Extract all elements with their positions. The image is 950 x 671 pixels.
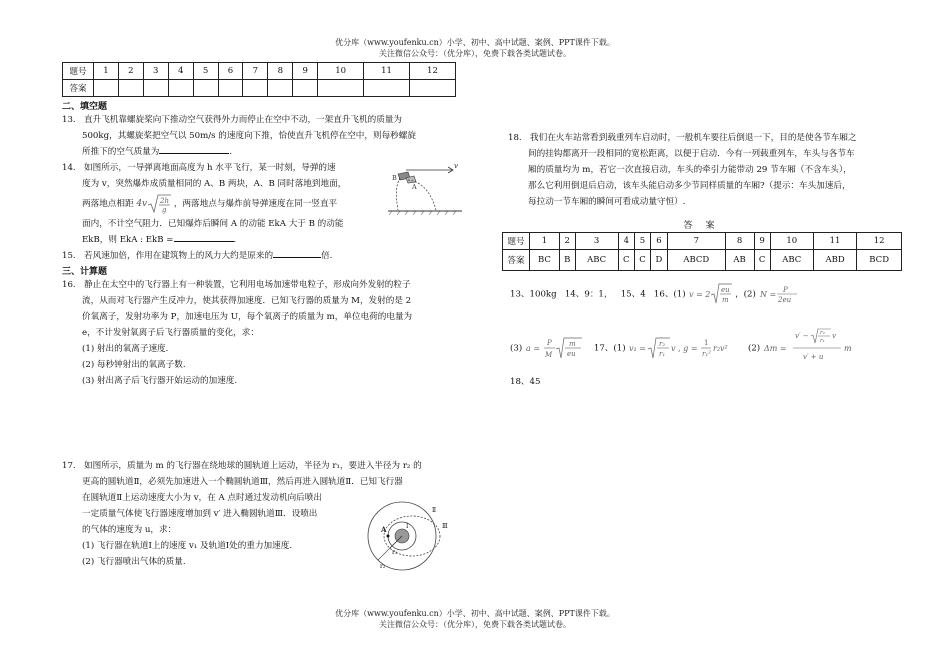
q18-line: 那么它利用倒退后启动，该车头能启动多少节同样质量的车厢?（提示：车头加速后， (528, 181, 851, 191)
ground-hatch (389, 211, 456, 215)
q17-line: 如图所示，质量为 m 的飞行器在绕地球的圆轨道上运动，半径为 r₁，要进入半径为 r₂ 的 (84, 461, 422, 471)
radius-r2 (378, 536, 402, 560)
key-num: 6 (651, 233, 668, 250)
q16-line: 流，从而对飞行器产生反冲力，使其获得加速度．已知飞行器的质量为 M，发射的是 2 (82, 296, 412, 306)
svg-text:2eu: 2eu (777, 296, 791, 304)
svg-text:P: P (546, 339, 552, 347)
answer-18: 18、45 (510, 377, 541, 387)
footer-line-2: 关注微信公众号：（优分库），免费下载各类试题试卷。 (379, 620, 571, 629)
q14-line: 两落地点相距 (82, 199, 134, 209)
q14-blank[interactable] (174, 241, 234, 242)
grid-answer-cell[interactable] (193, 80, 218, 97)
svg-text:a =: a = (525, 344, 540, 353)
q13-line: 直升飞机靠螺旋桨向下推动空气获得外力而停止在空中不动，一架直升飞机的质量为 (84, 115, 402, 125)
svg-text:m: m (722, 296, 729, 304)
q16-line: 价氧离子，发射功率为 P，加速电压为 U，每个氧离子的质量为 m，单位电荷的电量为 (82, 312, 413, 322)
grid-num: 5 (193, 63, 218, 80)
q18-line: 每拉动一节车厢的瞬间可看成动量守恒）. (528, 197, 686, 207)
formula-17-2 (763, 328, 859, 368)
answer-15: 15、4 (620, 289, 646, 300)
orbit-diagram (362, 498, 450, 574)
q17-line: 在圆轨道Ⅱ上运动速度大小为 v，在 A 点时通过发动机向后喷出 (82, 493, 322, 503)
svg-text:eu: eu (566, 350, 576, 358)
q17-line: 更高的圆轨道Ⅱ，必须先加速进入一个椭圆轨道Ⅲ，然后再进入圆轨道Ⅱ．已知飞行器 (82, 477, 403, 487)
page-footer (0, 608, 950, 630)
key-num: 9 (754, 233, 770, 250)
q17-number: 17. (62, 461, 76, 471)
answer-14: 14、9：1， (564, 289, 613, 300)
left-column (62, 99, 462, 389)
label-v: v (454, 162, 458, 170)
svg-text:r₁²: r₁² (702, 350, 712, 358)
grid-answer-cell[interactable] (218, 80, 243, 97)
label-r1: r₁ (392, 549, 398, 556)
q17-subq-2: (2) 飞行器喷出气体的质量. (82, 557, 186, 567)
grid-answer-cell[interactable] (409, 80, 455, 97)
section-fill-title: 二、填空题 (62, 102, 108, 112)
q18-line: 厢的质量均为 m，若它一次直接启动，车头的牵引力能带动 29 节车厢（不含车头）， (528, 165, 852, 175)
question-15 (62, 248, 462, 264)
svg-text:M: M (544, 351, 553, 359)
svg-text:v , g =: v , g = (671, 344, 698, 353)
svg-text:1: 1 (704, 339, 709, 347)
grid-answer-cell[interactable] (243, 80, 268, 97)
q15-blank[interactable] (273, 257, 321, 258)
key-answer: AB (725, 250, 754, 271)
q16-line: 静止在太空中的飞行器上有一种装置，它利用电场加速带电粒子，形成向外发射的粒子 (84, 280, 411, 290)
key-num: 3 (575, 233, 618, 250)
svg-text:m: m (568, 340, 576, 348)
key-header-label: 题号 (503, 233, 530, 250)
grid-num: 12 (409, 63, 455, 80)
label-orbit-i: Ⅰ (406, 523, 409, 530)
key-answer: C (634, 250, 650, 271)
grid-num: 9 (293, 63, 318, 80)
fill-answers-line-2 (510, 328, 930, 368)
grid-num: 6 (218, 63, 243, 80)
answer-17-2-label: (2) (747, 343, 761, 354)
grid-num: 8 (268, 63, 293, 80)
grid-answer-cell[interactable] (143, 80, 168, 97)
q14-line: EkB，则 EkA : EkB = (82, 235, 174, 245)
svg-text:r₂: r₂ (659, 340, 666, 348)
footer-line-1: 优分库（www.youfenku.cn）小学、初中、高中试题、案例、PPT课件下载。 (335, 609, 615, 618)
grid-answer-cell[interactable] (268, 80, 293, 97)
q17-subq-1: (1) 飞行器在轨道Ⅰ上的速度 v₁ 及轨道Ⅰ处的重力加速度. (82, 541, 293, 551)
q15-number: 15. (62, 251, 76, 261)
q13-line: 所推下的空气质量为 (82, 147, 160, 157)
key-num: 1 (530, 233, 560, 250)
fill-answers-line-1 (510, 282, 930, 306)
key-answer: ABD (813, 250, 856, 271)
svg-text:v = 2: v = 2 (689, 290, 711, 299)
svg-text:m: m (843, 344, 852, 353)
answer-16-2-label: ，(2) (735, 289, 756, 300)
header-line-1: 优分库（www.youfenku.cn）小学、初中、高中试题、案例、PPT课件下载。 (335, 38, 615, 47)
answer-17-label: 17、(1) (593, 343, 626, 354)
key-answer: D (651, 250, 668, 271)
key-answer: B (559, 250, 575, 271)
q17-line: 的气体的速度为 u，求： (82, 525, 177, 535)
formula-16-1 (688, 282, 732, 306)
key-num: 5 (634, 233, 650, 250)
q16-number: 16. (62, 280, 76, 290)
grid-num: 1 (94, 63, 119, 80)
key-num: 2 (559, 233, 575, 250)
grid-answer-label: 答案 (63, 80, 94, 97)
svg-text:2h: 2h (160, 196, 170, 205)
key-answer: BCD (857, 250, 902, 271)
q17-line: 一定质量气体使飞行器速度增加到 v′ 进入椭圆轨道Ⅲ．设喷出 (82, 509, 318, 519)
svg-text:r₂: r₂ (819, 330, 825, 336)
q18-line: 间的挂钩都离开一段相同的宽松距离，以便于启动．今有一列载重列车，车头与各节车 (528, 149, 855, 159)
trajectory-b (396, 178, 400, 210)
label-orbit-ii: Ⅱ (432, 507, 437, 514)
q15-tail: 倍. (321, 251, 333, 261)
answer-key-table (502, 232, 902, 271)
q16-line: e，不计发射氧离子后飞行器质量的变化，求： (82, 328, 259, 338)
q14-line: 度为 v，突然爆炸成质量相同的 A、B 两块，A、B 同时落地到地面， (82, 179, 347, 189)
svg-text:eu: eu (721, 286, 730, 294)
grid-answer-cell[interactable] (318, 80, 364, 97)
page-header (0, 37, 950, 59)
answer-16-label: 16、(1) (653, 289, 686, 300)
q14-line: 如图所示，一导弹离地面高度为 h 水平飞行，某一时刻，导弹的速 (84, 163, 336, 173)
grid-num: 2 (118, 63, 143, 80)
key-answer: BC (530, 250, 560, 271)
svg-text:v₁ =: v₁ = (629, 344, 647, 353)
q13-number: 13. (62, 115, 76, 125)
answer-13: 13、100kg (510, 289, 557, 300)
q13-blank[interactable] (159, 153, 229, 154)
answer-grid-blank (62, 62, 456, 97)
svg-text:r₁: r₁ (819, 338, 825, 344)
grid-num: 10 (318, 63, 364, 80)
key-answer: C (618, 250, 634, 271)
svg-text:Δm =: Δm = (763, 344, 787, 353)
q16-subq-1: (1) 射出的氧离子速度. (82, 344, 169, 354)
formula-16-3 (525, 335, 583, 361)
answer-key-title: 答 案 (683, 221, 717, 231)
key-answer: ABC (770, 250, 813, 271)
grid-num: 7 (243, 63, 268, 80)
grid-answer-cell[interactable] (364, 80, 410, 97)
grid-header-label: 题号 (63, 63, 94, 80)
section-calc-title: 三、计算题 (62, 267, 108, 277)
svg-text:r₁: r₁ (659, 350, 666, 358)
sqrt-icon (147, 194, 171, 214)
q14-line: ，两落地点与爆炸前导弹速度在同一竖直平 (173, 199, 338, 209)
q16-subq-3: (3) 射出离子后飞行器开始运动的加速度. (82, 376, 238, 386)
q14-line: 面内，不计空气阻力．已知爆炸后瞬间 A 的动能 EkA 大于 B 的动能 (82, 219, 344, 229)
svg-text:v′ −: v′ − (794, 332, 809, 340)
key-num: 12 (857, 233, 902, 250)
key-answer: ABC (575, 250, 618, 271)
q16-subq-2: (2) 每秒钟射出的氧离子数. (82, 360, 186, 370)
grid-answer-cell[interactable] (94, 80, 119, 97)
grid-answer-cell[interactable] (293, 80, 318, 97)
answer-16-3-label: (3) (510, 343, 523, 354)
svg-text:r₂v²: r₂v² (713, 344, 729, 353)
svg-text:P: P (782, 286, 788, 294)
svg-text:v′ + u: v′ + u (802, 353, 824, 361)
label-a: A (412, 183, 417, 191)
key-num: 8 (725, 233, 754, 250)
question-16 (62, 277, 462, 389)
grid-num: 4 (168, 63, 193, 80)
grid-answer-cell[interactable] (118, 80, 143, 97)
svg-text:N =: N = (759, 290, 776, 299)
formula-17-1 (628, 335, 734, 361)
missile-explosion-diagram (384, 160, 464, 220)
question-13: 13. 直升飞机靠螺旋桨向下推动空气获得外力而停止在空中不动，一架直升飞机的质量为 500kg，其螺旋桨把空气以 50m/s 的速度向下推，恰使直升飞机停在空中，则每秒螺旋 所推下的空气质量为 . (62, 112, 462, 160)
key-num: 7 (667, 233, 725, 250)
formula-16-2 (759, 282, 801, 306)
grid-answer-cell[interactable] (168, 80, 193, 97)
label-a: A (381, 525, 387, 534)
label-b: B (392, 174, 397, 182)
header-line-2: 关注微信公众号：（优分库），免费下载各类试题试卷。 (379, 49, 571, 58)
svg-text:g: g (162, 205, 167, 214)
q18-line: 我们在火车站常看到载重列车启动时，一般机车要往后倒退一下，目的是使各节车厢之 (530, 133, 857, 143)
question-18 (508, 130, 908, 210)
q14-distance-formula: 4v 2h g (136, 199, 171, 209)
svg-text:v: v (831, 332, 836, 340)
q18-number: 18. (508, 133, 522, 143)
key-answer: ABCD (667, 250, 725, 271)
question-14: 14. 如图所示，一导弹离地面高度为 h 水平飞行，某一时刻，导弹的速 度为 v，突然爆炸成质量相同的 A、B 两块，A、B 同时落地到地面， 两落地点相距 4v 2h g ，两落地点与爆炸前导弹速度在同一竖直平 面内，不计空气阻力．已知爆炸后瞬间 A 的动能 EkA 大于 B 的动能 EkB，则 EkA : EkB = . (62, 160, 462, 248)
key-num: 10 (770, 233, 813, 250)
key-answer: C (754, 250, 770, 271)
point-a (387, 535, 390, 538)
key-num: 4 (618, 233, 634, 250)
grid-num: 11 (364, 63, 410, 80)
q14-number: 14. (62, 163, 76, 173)
q13-line: 500kg，其螺旋桨把空气以 50m/s 的速度向下推，恰使直升飞机停在空中，则每秒螺旋 (82, 131, 416, 141)
label-orbit-iii: Ⅲ (442, 523, 448, 530)
grid-num: 3 (143, 63, 168, 80)
key-num: 11 (813, 233, 856, 250)
key-answer-label: 答案 (503, 250, 530, 271)
label-r2: r₂ (380, 563, 386, 570)
q15-text: 若风速加倍，作用在建筑物上的风力大约是原来的 (84, 251, 274, 261)
